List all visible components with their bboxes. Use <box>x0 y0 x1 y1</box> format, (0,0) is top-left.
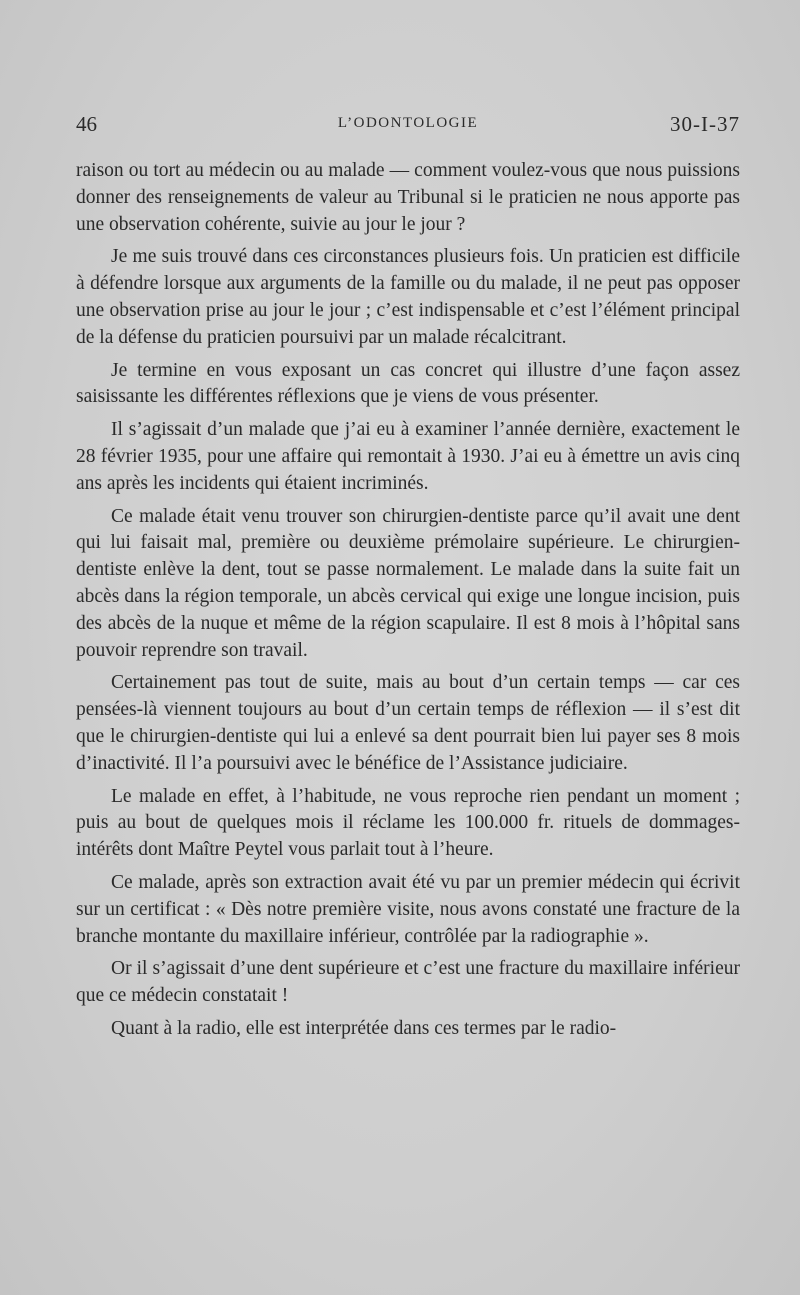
page-header <box>76 112 740 140</box>
paragraph: Ce malade, après son extraction avait été vu par un premier médecin qui écrivit sur un certificat : « Dès notre première visite, nous avons constaté une fracture de la branche montante du maxillaire inférieur, contrôlée par la radiographie ». <box>76 871 740 947</box>
issue-date: 30-I-37 <box>670 112 740 136</box>
paragraph: Je termine en vous exposant un cas concret qui illustre d’une façon assez saisissante les différentes réflexions que je viens de vous présenter. <box>76 359 740 408</box>
paragraph: Certainement pas tout de suite, mais au bout d’un certain temps — car ces pensées-là viennent toujours au bout d’un certain temps de réflexion — il s’est dit que le chirurgien-dentiste qui lui a enlevé sa dent pourrait bien lui payer ses 8 mois d’inactivité. Il l’a poursuivi avec le bénéfice de l’Assistance judiciaire. <box>76 672 740 774</box>
paragraph: Quant à la radio, elle est interprétée dans ces termes par le radio- <box>111 1017 617 1039</box>
paragraph-continued: raison ou tort au médecin ou au malade — comment voulez-vous que nous puissions donner des renseignements de valeur au Tribunal si le praticien ne nous apporte pas une observation cohérente, suivie au jour le jour ? <box>76 160 740 235</box>
body-text <box>76 158 740 1049</box>
paragraph: Or il s’agissait d’une dent supérieure et c’est une fracture du maxillaire inférieur que ce médecin constatait ! <box>76 958 740 1007</box>
running-title: L’ODONTOLOGIE <box>337 115 479 131</box>
paragraph: Je me suis trouvé dans ces circonstances plusieurs fois. Un praticien est difficile à défendre lorsque aux arguments de la famille ou du malade, il ne peut pas opposer une observation prise au jour le jour ; c’est indispensable et c’est l’élément principal de la défense du praticien poursuivi par un malade récalcitrant. <box>76 246 740 348</box>
paragraph: Il s’agissait d’un malade que j’ai eu à examiner l’année dernière, exactement le 28 février 1935, pour une affaire qui remontait à 1930. J’ai eu à émettre un avis cinq ans après les incidents qui étaient incriminés. <box>76 419 740 494</box>
paragraph: Ce malade était venu trouver son chirurgien-dentiste parce qu’il avait une dent qui lui faisait mal, première ou deuxième prémolaire supérieure. Le chirurgien-dentiste enlève la dent, tout se passe normalement. Le malade dans la suite fait un abcès dans la région temporale, un abcès cervical qui exige une longue incision, puis des abcès de la nuque et même de la région scapulaire. Il est 8 mois à l’hôpital sans pouvoir reprendre son travail. <box>76 505 740 661</box>
paragraph: Le malade en effet, à l’habitude, ne vous reproche rien pendant un moment ; puis au bout de quelques mois il réclame les 100.000 fr. rituels de dommages-intérêts dont Maître Peytel vous parlait tout à l’heure. <box>76 785 740 861</box>
page-number: 46 <box>76 112 97 136</box>
